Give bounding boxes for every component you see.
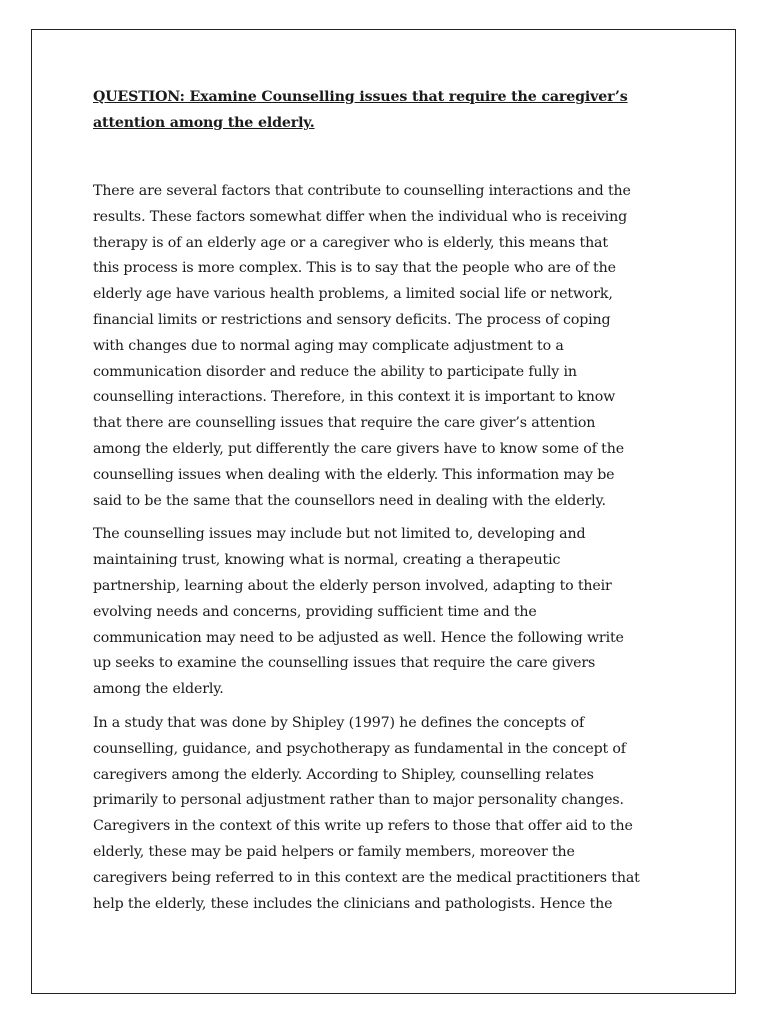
text-line: among the elderly, put differently the care givers have to know some of the: [93, 440, 624, 457]
text-line: financial limits or restrictions and sensory deficits. The process of coping: [93, 311, 611, 328]
text-line: evolving needs and concerns, providing sufficient time and the: [93, 603, 537, 620]
text-line: maintaining trust, knowing what is normal, creating a therapeutic: [93, 552, 561, 569]
text-line: caregivers being referred to in this context are the medical practitioners that: [93, 869, 640, 886]
text-line: counselling issues when dealing with the elderly. This information may be: [93, 466, 615, 483]
question-line: attention among the elderly.: [93, 115, 315, 131]
paragraph-3: [93, 711, 683, 917]
text-line: The counselling issues may include but not limited to, developing and: [93, 526, 586, 543]
text-line: communication may need to be adjusted as well. Hence the following write: [93, 629, 624, 646]
text-line: There are several factors that contribute to counselling interactions and the: [93, 183, 631, 199]
paragraph-2: [93, 522, 683, 703]
text-line: this process is more complex. This is to say that the people who are of the: [93, 260, 616, 277]
text-line: partnership, learning about the elderly person involved, adapting to their: [93, 577, 612, 594]
text-line: primarily to personal adjustment rather than to major personality changes.: [93, 792, 624, 809]
text-line: among the elderly.: [93, 681, 224, 698]
text-line: In a study that was done by Shipley (1997) he defines the concepts of: [93, 714, 585, 731]
text-line: therapy is of an elderly age or a caregiver who is elderly, this means that: [93, 234, 608, 251]
text-line: help the elderly, these includes the clinicians and pathologists. Hence the: [93, 895, 613, 912]
text-line: said to be the same that the counsellors need in dealing with the elderly.: [93, 492, 606, 509]
text-line: counselling interactions. Therefore, in this context it is important to know: [93, 389, 616, 406]
text-line: that there are counselling issues that require the care giver’s attention: [93, 415, 596, 432]
question-heading: [93, 84, 683, 136]
text-line: results. These factors somewhat differ when the individual who is receiving: [93, 208, 628, 225]
text-line: Caregivers in the context of this write up refers to those that offer aid to the: [93, 818, 633, 835]
text-line: up seeks to examine the counselling issues that require the care givers: [93, 655, 596, 672]
question-line: QUESTION: Examine Counselling issues that require the caregiver’s: [93, 89, 628, 105]
text-line: counselling, guidance, and psychotherapy as fundamental in the concept of: [93, 740, 626, 757]
text-line: communication disorder and reduce the ability to participate fully in: [93, 363, 577, 380]
document-body: [93, 84, 683, 917]
paragraph-1: [93, 179, 683, 514]
text-line: elderly, these may be paid helpers or family members, moreover the: [93, 843, 575, 860]
text-line: elderly age have various health problems, a limited social life or network,: [93, 286, 613, 303]
text-line: with changes due to normal aging may complicate adjustment to a: [93, 337, 564, 354]
text-line: caregivers among the elderly. According to Shipley, counselling relates: [93, 766, 594, 783]
